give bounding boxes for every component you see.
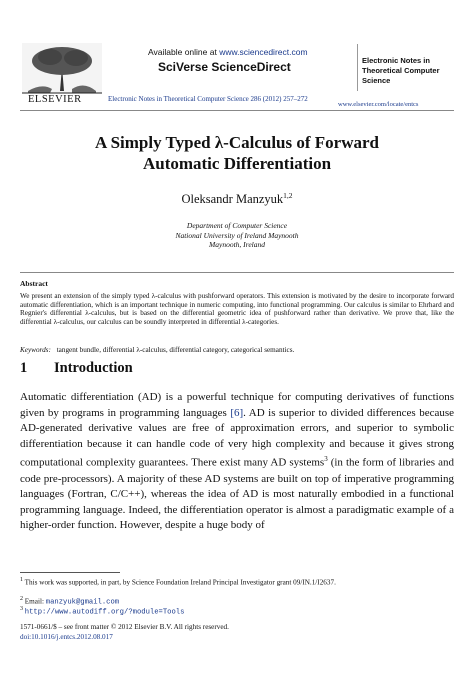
abstract-heading: Abstract (20, 279, 48, 288)
journal-url-link[interactable]: www.elsevier.com/locate/entcs (338, 101, 419, 108)
author-email-link[interactable]: manzyuk@gmail.com (45, 598, 120, 607)
doi-link[interactable]: doi:10.1016/j.entcs.2012.08.017 (20, 633, 113, 641)
footnote-rule (20, 572, 120, 573)
copyright-block (20, 622, 229, 642)
author-footnote-marks[interactable]: 1,2 (283, 191, 293, 200)
footnote-1: $^1$ This work was supported, in part, by Science Foundation Ireland Principal Investigator grant 09/IN.1/I2637. (20, 577, 336, 587)
journal-cover-title: Electronic Notes in Theoretical Computer Science (362, 56, 440, 85)
footnote-2: $^2$ Email: manzyuk@gmail.com (20, 596, 120, 607)
introduction-paragraph: Automatic differentiation (AD) is a powerful technique for computing derivatives of functions given by programs in programming languages [6]. AD is superior to divided differences because AD-generated derivative values are free of approximation errors, and superior to symbolic differentiation because it can handle code of very high complexity and because it gives strong computational complexity guarantees. There exist many AD systems$^3$ (in the form of libraries and code pre-processors). A majority of these AD systems are built on top of imperative programming languages (Fortran, C/C++), whereas the idea of AD is most naturally embodied in a functional programming language. Indeed, the differentiation operator is almost a paradigmatic example of a higher-order function. However, despite a huge body of (20, 391, 455, 532)
sciencedirect-link[interactable]: www.sciencedirect.com (219, 47, 308, 57)
abstract-text: We present an extension of the simply typed λ-calculus with pushforward operators. This extension is motivated by the desire to incorporate forward automatic differentiation, which is an important technique in numeric computing, into functional programming. Our calculus is similar to Ehrhard and Regnier's differential λ-calculus, but is based on the differential geometric idea of pushforward rather than derivative. We prove that, like the differential λ-calculus, our calculus can be soundly interpreted in differential λ-categories. (20, 292, 454, 326)
available-online-text: Available online at www.sciencedirect.com (148, 47, 308, 57)
keywords: Keywords: tangent bundle, differential λ-calculus, differential category, categorical semantics. (20, 346, 295, 354)
publisher-name: ELSEVIER (28, 94, 82, 105)
footnote-3: $^3$ http://www.autodiff.org/?module=Tools (20, 606, 185, 617)
header-divider (20, 110, 454, 111)
journal-reference[interactable]: Electronic Notes in Theoretical Computer Science 286 (2012) 257–272 (108, 95, 308, 103)
abstract-top-divider (20, 272, 454, 273)
copyright-line: 1571-0661/$ – see front matter © 2012 Elsevier B.V. All rights reserved. (20, 623, 229, 631)
platform-name: SciVerse ScienceDirect (158, 60, 291, 74)
footnote-mark-3[interactable]: 3 (324, 455, 328, 464)
keywords-label: Keywords: (20, 346, 51, 354)
affiliation: Department of Computer Science National University of Ireland Maynooth Maynooth, Ireland (175, 221, 299, 249)
citation-link[interactable]: [6] (230, 406, 244, 419)
author-name: Oleksandr Manzyuk$^{1,2}$ (181, 191, 293, 207)
paper-title: A Simply Typed λ-Calculus of Forward Automatic Differentiation (94, 133, 379, 173)
autodiff-tools-link[interactable]: http://www.autodiff.org/?module=Tools (24, 608, 185, 617)
section-heading: 1 Introduction (20, 360, 133, 376)
